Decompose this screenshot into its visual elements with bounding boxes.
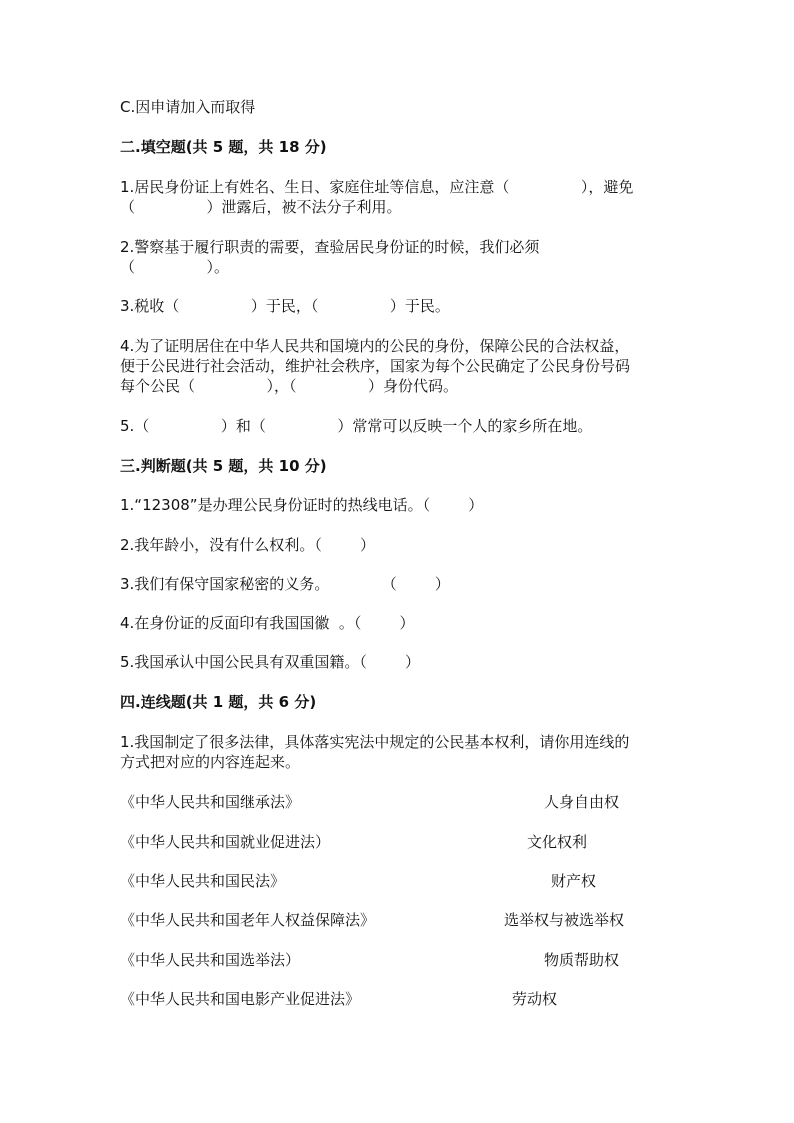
fill-question-3: 3.税收（ ）于民，（ ）于民。 <box>120 297 450 315</box>
match-section-heading: 四.连线题(共 1 题，共 6 分) <box>120 693 317 711</box>
judge-question-1: 1.“12308”是办理公民身份证时的热线电话。（ ） <box>120 496 484 514</box>
fill-question-1-line-1: 1.居民身份证上有姓名、生日、家庭住址等信息，应注意（ ），避免 <box>120 178 634 196</box>
match-law-5: 《中华人民共和国选举法） <box>120 951 301 969</box>
fill-question-4-line-1: 4.为了证明居住在中华人民共和国境内的公民的身份，保障公民的合法权益， <box>120 337 630 355</box>
match-right-3: 财产权 <box>551 872 597 890</box>
fill-question-1-line-2: （ ）泄露后，被不法分子利用。 <box>120 198 402 216</box>
fill-section-heading: 二.填空题(共 5 题，共 18 分) <box>120 138 327 156</box>
fill-question-2-line-2: （ ）。 <box>120 258 230 276</box>
match-question-1-line-2: 方式把对应的内容连起来。 <box>120 753 301 771</box>
fill-question-4-line-2: 便于公民进行社会活动，维护社会秩序，国家为每个公民确定了公民身份号码 <box>120 357 631 375</box>
judge-question-5: 5.我国承认中国公民具有双重国籍。（ ） <box>120 653 420 671</box>
match-right-5: 物质帮助权 <box>544 951 620 969</box>
option-c: C.因申请加入而取得 <box>120 98 256 116</box>
match-right-1: 人身自由权 <box>544 793 620 811</box>
match-law-6: 《中华人民共和国电影产业促进法》 <box>120 990 361 1008</box>
judge-question-4: 4.在身份证的反面印有我国国徽 。（ ） <box>120 614 415 632</box>
match-law-3: 《中华人民共和国民法》 <box>120 872 286 890</box>
fill-question-5: 5.（ ）和（ ）常常可以反映一个人的家乡所在地。 <box>120 417 593 435</box>
match-law-4: 《中华人民共和国老年人权益保障法》 <box>120 911 376 929</box>
match-law-1: 《中华人民共和国继承法》 <box>120 793 301 811</box>
match-right-4: 选举权与被选举权 <box>504 911 625 929</box>
judge-section-heading: 三.判断题(共 5 题，共 10 分) <box>120 457 327 475</box>
match-question-1-line-1: 1.我国制定了很多法律，具体落实宪法中规定的公民基本权利，请你用连线的 <box>120 733 630 751</box>
match-law-2: 《中华人民共和国就业促进法） <box>120 833 331 851</box>
judge-question-3: 3.我们有保守国家秘密的义务。 （ ） <box>120 575 450 593</box>
match-right-6: 劳动权 <box>512 990 558 1008</box>
judge-question-2: 2.我年龄小，没有什么权利。（ ） <box>120 536 375 554</box>
match-right-2: 文化权利 <box>527 833 588 851</box>
fill-question-2-line-1: 2.警察基于履行职责的需要，查验居民身份证的时候，我们必须 <box>120 238 540 256</box>
fill-question-4-line-3: 每个公民（ ），（ ）身份代码。 <box>120 377 459 395</box>
